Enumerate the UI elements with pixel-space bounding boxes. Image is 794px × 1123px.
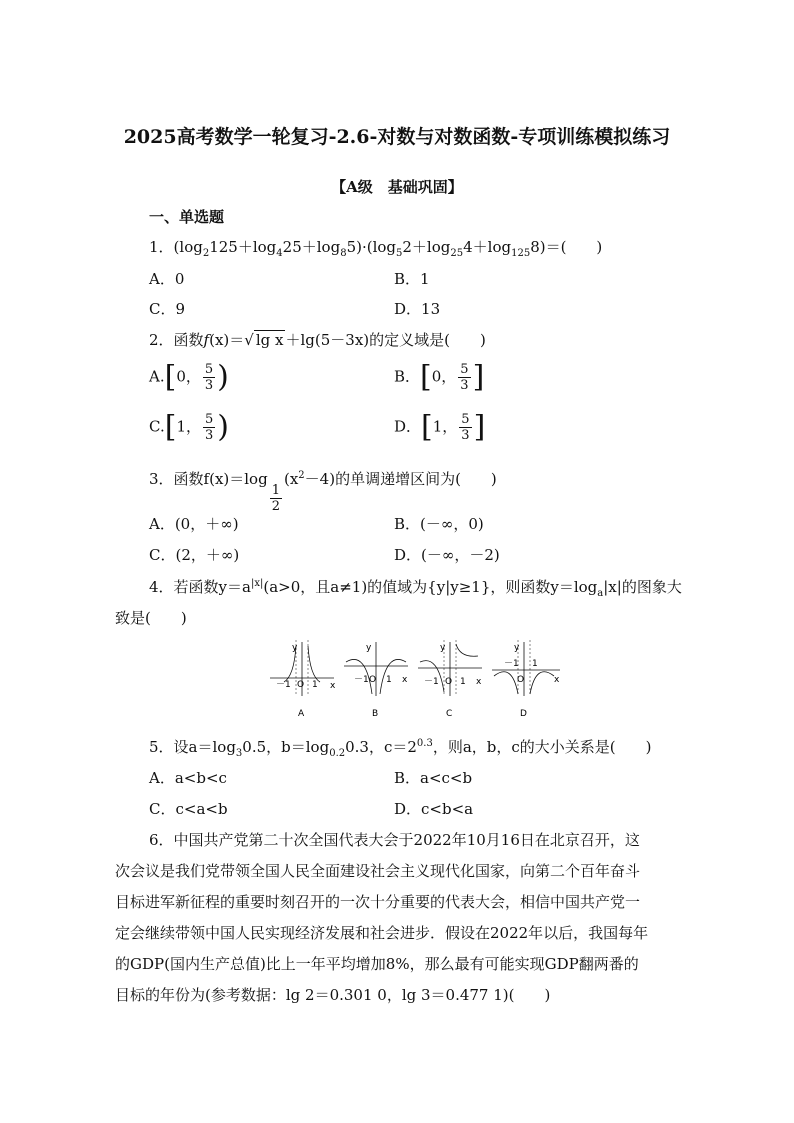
question-3-stem: 3．函数f(x)＝log $\frac{1}{2}$ $(x^2-4)$的单调递增区间为( ) — [149, 470, 497, 514]
graph-a-caption: A — [298, 709, 305, 719]
q3-option-d[interactable]: D．(－∞，－2) — [394, 546, 500, 564]
graph-b-y-label: y — [366, 643, 372, 653]
q1-option-c[interactable]: C．9 — [149, 300, 186, 318]
level-heading: 【A级 基础巩固】 — [331, 178, 463, 196]
question-6-line-4: 定会继续带领中国人民实现经济发展和社会进步．假设在2022年以后，我国每年 — [115, 924, 649, 942]
question-4-stem-line2: 致是( ) — [115, 609, 187, 627]
q2-option-a[interactable]: A.[0， $\frac{5}{3}$ ) — [149, 359, 229, 395]
graph-d-x-label: x — [554, 675, 560, 685]
page-title: 2025高考数学一轮复习-2.6-对数与对数函数-专项训练模拟练习 — [123, 126, 671, 148]
q2-option-d[interactable]: D．[1， $\frac{5}{3}$ ] — [394, 409, 486, 445]
q2-option-b[interactable]: B．[0， $\frac{5}{3}$ ] — [394, 359, 485, 395]
q2-option-c[interactable]: C.[1， $\frac{5}{3}$ ) — [149, 409, 229, 445]
q3-option-c[interactable]: C．(2，＋∞) — [149, 546, 240, 564]
question-2-stem: 2．函数f(x)＝√ lg x ＋lg(5－3x)的定义域是( ) — [149, 331, 486, 349]
graph-b-tick-neg: －1 — [354, 675, 369, 685]
graph-d-caption: D — [520, 709, 527, 719]
graph-c-tick-neg: －1 — [424, 677, 439, 687]
graph-b-x-label: x — [402, 675, 408, 685]
graph-c-y-label: y — [440, 643, 446, 653]
graph-c-origin: O — [445, 677, 453, 687]
question-1-stem: 1．$(\log_2125+\log_425+\log_85)\cdot(\log_52+\log_{25}4+\log_{125}8)=$( ) — [149, 238, 603, 259]
graph-c-tick-pos: 1 — [460, 677, 466, 687]
q1-option-d[interactable]: D．13 — [394, 300, 441, 318]
q1-option-b[interactable]: B．1 — [394, 270, 430, 288]
graph-a-tick-neg: －1 — [276, 680, 291, 690]
q5-option-d[interactable]: D．c<b<a — [394, 800, 474, 818]
q5-option-c[interactable]: C．c<a<b — [149, 800, 228, 818]
q4-graph-options — [268, 636, 568, 722]
q5-option-b[interactable]: B．a<c<b — [394, 769, 473, 787]
graph-c-x-label: x — [476, 677, 482, 687]
graph-a[interactable] — [270, 640, 336, 719]
graph-b-tick-pos: 1 — [386, 675, 392, 685]
q3-option-b[interactable]: B．(－∞，0) — [394, 515, 484, 533]
graph-a-tick-pos: 1 — [312, 680, 318, 690]
q3-option-a[interactable]: A．(0，＋∞) — [149, 515, 239, 533]
graph-d-origin: O — [517, 675, 525, 685]
q5-option-a[interactable]: A．a<b<c — [149, 769, 227, 787]
graph-a-y-label: y — [292, 643, 298, 653]
graph-b-origin: O — [369, 675, 377, 685]
question-4-stem-line1: 4．若函数$y=a^{|x|}(a>0$，且a≠1)的值域为{y|y≥1}，则函数$y=\log_a|x|$的图象大 — [149, 578, 682, 599]
graph-a-origin: O — [297, 680, 305, 690]
graph-d-tick-pos: 1 — [532, 659, 538, 669]
question-6-line-1: 6．中国共产党第二十次全国代表大会于2022年10月16日在北京召开，这 — [149, 831, 640, 849]
graph-a-x-label: x — [330, 681, 336, 691]
graph-c-caption: C — [446, 709, 453, 719]
graph-d[interactable] — [492, 640, 560, 719]
question-6-line-2: 次会议是我们党带领全国人民全面建设社会主义现代化国家，向第二个百年奋斗 — [115, 862, 641, 880]
section-heading: 一、单选题 — [149, 208, 225, 226]
graph-c[interactable] — [418, 640, 482, 719]
question-6-line-6: 目标的年份为(参考数据：lg 2＝0.301 0，lg 3＝0.477 1)( ) — [115, 986, 551, 1004]
graph-b[interactable] — [344, 642, 408, 719]
graph-d-tick-neg: －1 — [504, 659, 519, 669]
question-6-line-3: 目标进军新征程的重要时刻召开的一次十分重要的代表大会，相信中国共产党一 — [115, 893, 641, 911]
q1-option-a[interactable]: A．0 — [149, 270, 185, 288]
question-5-stem: 5．设$a=\log_30.5$，$b=\log_{0.2}0.3$，$c=2^{0.3}$，则a，b，c的大小关系是( ) — [149, 738, 652, 759]
graph-d-y-label: y — [514, 643, 520, 653]
graph-b-caption: B — [372, 709, 379, 719]
question-6-line-5: 的GDP(国内生产总值)比上一年平均增加8%，那么最有可能实现GDP翻两番的 — [115, 955, 639, 973]
